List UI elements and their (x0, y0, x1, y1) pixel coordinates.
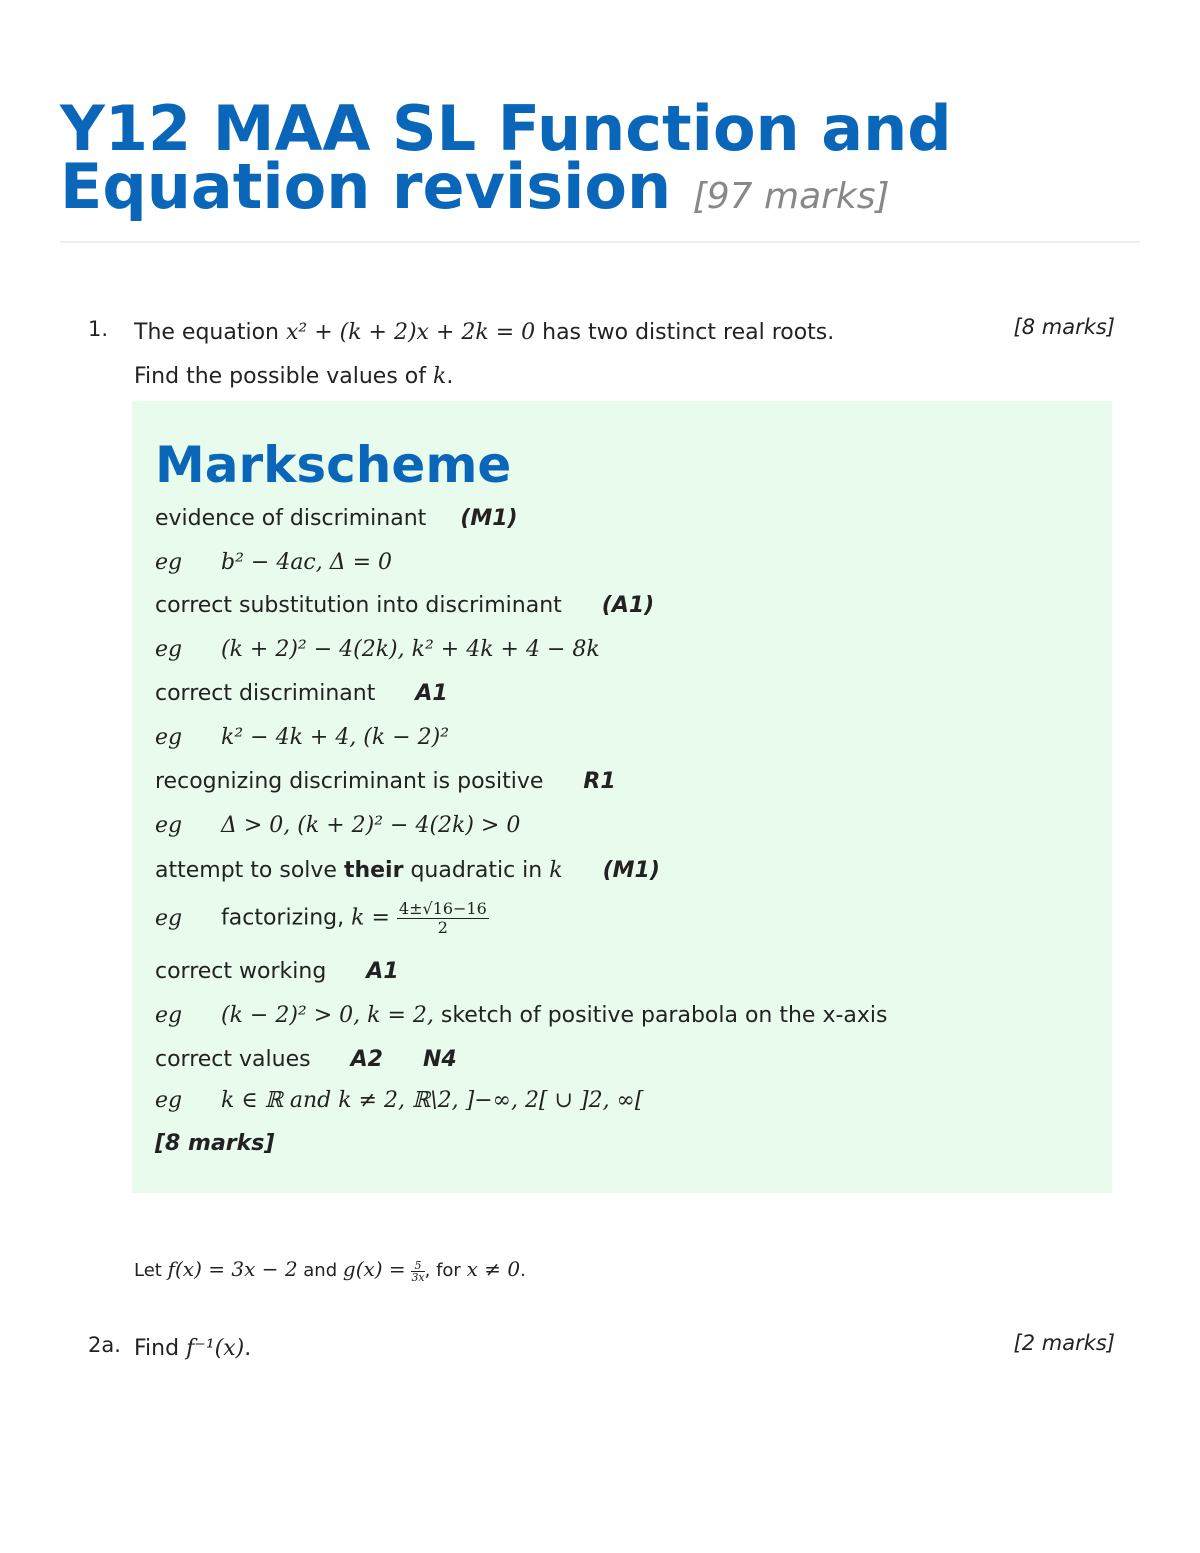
eg-label: eg (155, 1003, 183, 1028)
ms-eg-6 (155, 1001, 888, 1031)
stem-g-lhs: g(x) = (342, 1257, 406, 1281)
eg-label: eg (155, 725, 183, 750)
ms-eg-7 (155, 1086, 643, 1116)
ms-eg-1 (155, 548, 392, 578)
ms-line-5 (155, 856, 660, 886)
q2a-find: Find (134, 1336, 180, 1361)
question-1-number: 1. (88, 317, 109, 341)
eg-label: eg (155, 905, 183, 931)
eg-label: eg (155, 637, 183, 662)
ms-line-3 (155, 679, 448, 709)
ms-line-6-text: correct working (155, 959, 327, 984)
ms-line-1-text: evidence of discriminant (155, 506, 427, 531)
stem-g-fraction (411, 1260, 424, 1283)
markscheme-total-marks: [8 marks] (155, 1131, 275, 1156)
q1-equation: x² + (k + 2)x + 2k = 0 (285, 320, 536, 345)
ms-eg-4-math: Δ > 0, (k + 2)² − 4(2k) > 0 (221, 813, 521, 838)
ms-line-7-text: correct values (155, 1047, 311, 1072)
ms-line-4-code: R1 (583, 769, 616, 794)
question-1-line-1 (134, 318, 834, 348)
ms-eg-5-fraction (397, 900, 489, 937)
q1-line2-end: . (446, 364, 454, 389)
total-marks: [97 marks] (692, 176, 890, 217)
q1-text-before: The equation (134, 320, 279, 345)
stem-end: . (520, 1260, 526, 1281)
q1-line2-var: k (432, 364, 447, 389)
ms-eg-1-math: b² − 4ac, Δ = 0 (221, 550, 393, 575)
fraction-numerator: 5 (411, 1260, 424, 1272)
ms-eg-6-math: (k − 2)² > 0, k = 2, (221, 1003, 434, 1028)
stem-and: and (303, 1260, 338, 1281)
stem-f-definition: f(x) = 3x − 2 (167, 1257, 298, 1281)
ms-eg-5 (155, 900, 489, 937)
q2a-end: . (244, 1336, 252, 1361)
ms-line-5-text-a: attempt to solve (155, 858, 337, 883)
eg-label: eg (155, 550, 183, 575)
question-1-line-2 (134, 362, 453, 392)
ms-eg-7-math: k ∈ ℝ and k ≠ 2, ℝ\2, ]−∞, 2[ ∪ ]2, ∞[ (221, 1088, 644, 1113)
ms-line-6 (155, 957, 399, 987)
question-2-stem (134, 1255, 526, 1285)
question-2a-marks: [2 marks] (1013, 1331, 1115, 1355)
ms-eg-4 (155, 811, 520, 841)
question-2a-text (134, 1334, 251, 1364)
fraction-denominator: 2 (437, 918, 448, 937)
ms-line-6-code: A1 (366, 959, 399, 984)
ms-line-5-var: k (549, 858, 563, 883)
ms-eg-3 (155, 723, 449, 753)
ms-line-5-text-b: quadratic in (410, 858, 543, 883)
title-divider (60, 241, 1140, 243)
fraction-numerator: 4±√16−16 (398, 899, 487, 918)
eg-label: eg (155, 813, 183, 838)
ms-line-7 (155, 1045, 457, 1075)
eg-label: eg (155, 1088, 183, 1113)
ms-line-2 (155, 591, 654, 621)
ms-line-5-code: (M1) (602, 858, 660, 883)
page-title (60, 92, 1140, 226)
ms-line-7-code: A2 (350, 1047, 383, 1072)
ms-line-7-code2: N4 (422, 1047, 457, 1072)
ms-line-4-text: recognizing discriminant is positive (155, 769, 544, 794)
fraction-denominator: 3x (411, 1270, 425, 1284)
ms-line-3-code: A1 (415, 681, 448, 706)
ms-line-2-code: (A1) (601, 593, 655, 618)
ms-eg-3-math: k² − 4k + 4, (k − 2)² (221, 725, 450, 750)
title-text: Y12 MAA SL Function and Equation revision (60, 92, 952, 223)
ms-line-1-code: (M1) (460, 506, 518, 531)
question-2a-number: 2a. (88, 1333, 121, 1357)
stem-for: , for (424, 1260, 461, 1281)
q2a-math: f⁻¹(x) (186, 1336, 245, 1361)
ms-eg-2-math: (k + 2)² − 4(2k), k² + 4k + 4 − 8k (221, 637, 600, 662)
stem-condition: x ≠ 0 (466, 1257, 521, 1281)
ms-eg-5-math: k = (351, 905, 390, 931)
q1-line2-text: Find the possible values of (134, 364, 426, 389)
q1-text-after: has two distinct real roots. (542, 320, 835, 345)
ms-eg-2 (155, 635, 600, 665)
ms-eg-6-tail: sketch of positive parabola on the x-axis (440, 1003, 888, 1028)
ms-line-3-text: correct discriminant (155, 681, 376, 706)
markscheme-title: Markscheme (155, 436, 512, 494)
ms-line-2-text: correct substitution into discriminant (155, 593, 562, 618)
ms-eg-5-text: factorizing, (221, 905, 345, 931)
ms-line-1 (155, 504, 518, 534)
question-1-marks: [8 marks] (1013, 315, 1115, 339)
ms-line-4 (155, 767, 616, 797)
ms-line-5-bold: their (343, 858, 404, 883)
stem-let: Let (134, 1260, 162, 1281)
